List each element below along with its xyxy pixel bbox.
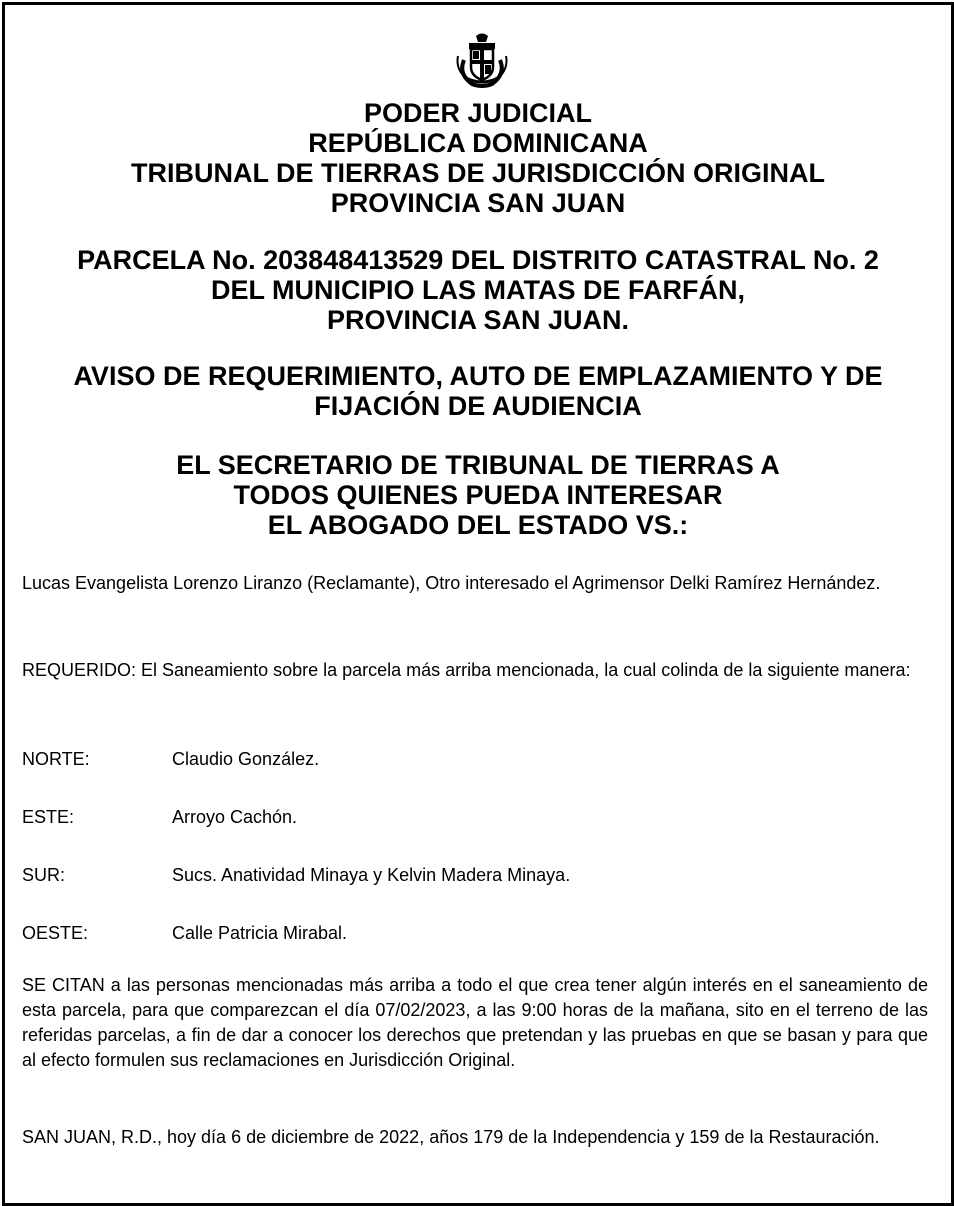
boundary-direction: ESTE: [22, 807, 75, 827]
summons-paragraph: SE CITAN a las personas mencionadas más arriba a todo el que crea tener algún interés en el saneamiento de esta parcela, para que comparezcan el día 07/02/2023, a las 9:00 horas de la mañana, sito en el terreno de las referidas parcelas, a fin de dar a conocer los derechos que pretendan y las pruebas en que se basan y para que al efecto formulen sus reclamaciones en Jurisdicción Original. [22, 975, 928, 1070]
boundary-direction: NORTE: [22, 749, 90, 769]
parcel-line: DEL MUNICIPIO LAS MATAS DE FARFÁN, [210, 275, 745, 305]
parties-paragraph: Lucas Evangelista Lorenzo Liranzo (Reclamante), Otro interesado el Agrimensor Delki Ramírez Hernández. [22, 573, 881, 593]
header-line: REPÚBLICA DOMINICANA [308, 128, 648, 158]
notice-line: FIJACIÓN DE AUDIENCIA [314, 391, 642, 421]
boundary-neighbor: Claudio González. [172, 749, 320, 769]
parcel-line: PROVINCIA SAN JUAN. [326, 305, 630, 335]
header-line: TRIBUNAL DE TIERRAS DE JURISDICCIÓN ORIGINAL [130, 158, 826, 188]
boundary-direction: SUR: [22, 865, 66, 885]
coat-of-arms-icon [452, 30, 512, 90]
addressee-heading [5, 450, 951, 540]
header-line: PROVINCIA SAN JUAN [330, 188, 626, 218]
notice-title [5, 361, 951, 421]
notice-frame [2, 2, 954, 1206]
header-line: PODER JUDICIAL [363, 98, 593, 128]
parcel-heading [5, 245, 951, 335]
dateline-paragraph: SAN JUAN, R.D., hoy día 6 de diciembre de 2022, años 179 de la Independencia y 159 de la Restauración. [22, 1127, 880, 1147]
boundary-neighbor: Sucs. Anatividad Minaya y Kelvin Madera Minaya. [172, 865, 571, 885]
addressee-line: TODOS QUIENES PUEDA INTERESAR [233, 480, 723, 510]
boundary-direction: OESTE: [22, 923, 89, 943]
boundary-neighbor: Arroyo Cachón. [172, 807, 298, 827]
requirement-paragraph: REQUERIDO: El Saneamiento sobre la parcela más arriba mencionada, la cual colinda de la siguiente manera: [22, 660, 911, 680]
boundary-neighbor: Calle Patricia Mirabal. [172, 923, 348, 943]
court-header [5, 98, 951, 218]
parcel-line: PARCELA No. 203848413529 DEL DISTRITO CATASTRAL No. 2 [77, 245, 879, 275]
addressee-line: EL ABOGADO DEL ESTADO VS.: [267, 510, 689, 540]
notice-line: AVISO DE REQUERIMIENTO, AUTO DE EMPLAZAMIENTO Y DE [73, 361, 883, 391]
addressee-line: EL SECRETARIO DE TRIBUNAL DE TIERRAS A [176, 450, 780, 480]
